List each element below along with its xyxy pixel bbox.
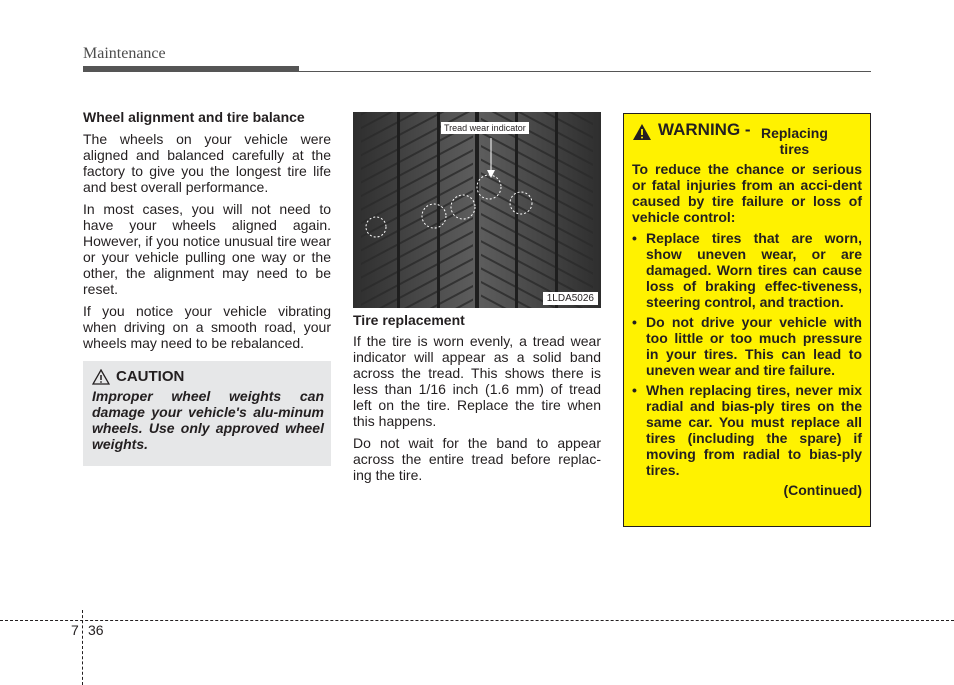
alignment-paragraph-1: The wheels on your vehicle were aligned and balanced carefully at the factory to give you the longest tire life and best overall performance. xyxy=(83,131,331,195)
alignment-paragraph-3: If you notice your vehicle vibrating when driving on a smooth road, your wheels may need to be rebalanced. xyxy=(83,303,331,351)
warning-header xyxy=(632,122,862,157)
replacement-heading: Tire replacement xyxy=(353,312,465,328)
replacement-paragraph-1: If the tire is worn evenly, a tread wear indicator will appear as a solid band across the tread. This shows there is less than 1/16 inch (1.6 mm) of tread left on the tire. Replace the tire when this happens. xyxy=(353,333,601,429)
caution-triangle-icon xyxy=(92,369,110,385)
chapter-number: 7 xyxy=(71,622,79,638)
replacement-section xyxy=(353,312,601,489)
alignment-paragraph-2: In most cases, you will not need to have your wheels aligned again. However, if you notice unusual tire wear or your vehicle pulling one way or the other, the alignment may need to be reset. xyxy=(83,201,331,297)
warning-intro: To reduce the chance or serious or fatal injuries from an acci-dent caused by tire failure or loss of vehicle control: xyxy=(632,161,862,225)
footer-rule xyxy=(0,620,954,621)
caution-text: Improper wheel weights can damage your vehicle's alu-minum wheels. Use only approved wheel weights. xyxy=(92,388,324,452)
warning-continued: (Continued) xyxy=(783,482,862,498)
warning-item: • Replace tires that are worn, show uneven wear, or are damaged. Worn tires can cause loss of braking effec-tiveness, steering control, and traction. xyxy=(632,230,862,310)
tire-tread-figure xyxy=(353,112,601,308)
warning-list xyxy=(632,230,862,478)
warning-item: • Do not drive your vehicle with too little or too much pressure in your tires. This can lead to uneven wear and tire failure. xyxy=(632,314,862,378)
caution-title: CAUTION xyxy=(116,368,185,385)
caution-header xyxy=(92,368,324,385)
warning-subtitle: Replacing tires xyxy=(760,125,828,157)
warning-box xyxy=(623,113,871,527)
alignment-section xyxy=(83,109,331,357)
tread-wear-label: Tread wear indicator xyxy=(441,122,529,134)
footer-divider xyxy=(82,610,83,685)
caution-box xyxy=(83,361,331,466)
replacement-paragraph-2: Do not wait for the band to appear across the entire tread before replac-ing the tire. xyxy=(353,435,601,483)
warning-triangle-icon xyxy=(632,123,652,141)
page-number: 36 xyxy=(88,622,104,638)
section-title: Maintenance xyxy=(83,45,166,62)
warning-title: WARNING - xyxy=(658,120,751,139)
header-rule xyxy=(83,71,871,72)
tire-tread-image xyxy=(353,112,601,308)
alignment-heading: Wheel alignment and tire balance xyxy=(83,109,305,125)
figure-code: 1LDA5026 xyxy=(543,292,598,305)
warning-item: • When replacing tires, never mix radial and bias-ply tires on the same car. You must replace all tires (including the spare) if moving from radial to bias-ply tires. xyxy=(632,382,862,478)
